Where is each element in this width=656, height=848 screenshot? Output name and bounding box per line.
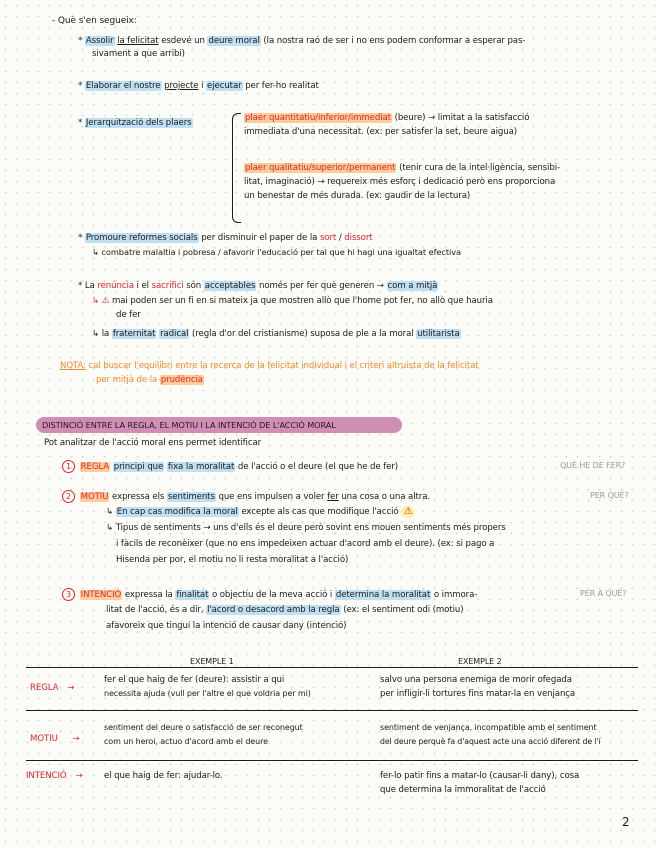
def-text: una cosa o una altra. [341,492,430,502]
def-text: En cap cas modifica la moral [116,507,238,517]
motiu-question: PER QUÈ? [590,491,629,500]
table-cell: salvo una persona enemiga de morir ofegada [380,675,572,685]
table-cell: com un heroi, actuo d'acord amb el deure [104,737,268,746]
nota-text: per mitjà de la [96,375,158,385]
def-text: sentiments [167,492,215,502]
bullet-text: radical [160,329,189,339]
table-cell: del deure perquè fa d'aquest acte una acció diferent de l'í [380,737,601,746]
bullet-text: mai poden ser un fi en si mateix ja que mostren allò que l'home pot fer, no allò que hauria [111,296,493,306]
def-text: (ex: el sentiment odi (motiu) [343,605,464,615]
bullet-text: i [201,81,204,91]
bullet-text: (la nostra raó de ser i no ens podem conformar a esperar pas- [263,36,526,46]
row-label-text: INTENCIÓ [26,771,67,781]
bullet-reformes [78,232,373,244]
warning-icon: ⚠ [401,506,415,518]
plaer-text: litat, imaginació) → requereix més esforç i dedicació però ens proporciona [244,177,556,187]
arrow-icon: → [75,771,83,781]
bullet-text: (regla d'or del cristianisme) suposa de ple a la moral [192,329,414,339]
table-cell: el que haig de fer: ajudar-lo. [104,771,223,781]
arrow-icon: → [72,734,80,744]
bullet-sub-warning [92,295,493,307]
bullet-text: Jerarquització dels plaers [85,118,192,128]
table-cell: sentiment de venjança, incompatible amb el sentiment [380,723,597,732]
bullet-mark: * [78,118,83,128]
bullet-text: i el [136,281,149,291]
def-text: excepte als cas que modifique l'acció [241,507,399,517]
def-text: o objectiu de la meva acció i [211,590,333,600]
plaer-text: (beure) → limitat a la satisfacció [394,113,530,123]
table-row-label [26,770,82,782]
number-badge: 1 [62,460,75,473]
concept-label: REGLA [80,462,110,472]
intencio-definition [62,588,477,601]
row-label-text: MOTIU [30,734,58,744]
bullet-projecte [78,80,319,92]
table-cell: per infligir-li tortures fins matar-la en venjança [380,689,576,699]
bullet-text: fraternitat [112,329,156,339]
def-text: que ens impulsen a voler [218,492,325,502]
bullet-text: com a mitjà [387,281,438,291]
def-text: afavoreix que tingui la intenció de causar dany (intenció) [106,621,347,631]
table-cell: fer-lo patir fins a matar-lo (causar-li dany), cosa [380,771,580,781]
bullet-text: sort [319,233,337,243]
bullet-text: renúncia [97,281,134,291]
intencio-question: PER A QUÈ? [580,589,627,598]
warning-icon: ↳ ⚠ [92,296,110,306]
plaer-type: plaer qualitatiu/superior/permanent [245,163,396,173]
section-intro: Pot analitzar de l'acció moral ens permet identificar [44,438,262,448]
bullet-text: / [338,233,342,243]
table-cell: sentiment del deure o satisfacció de ser reconegut [104,723,303,732]
table-rule [26,760,638,761]
regla-definition [62,460,398,473]
table-header-1: EXEMPLE 1 [190,657,234,666]
def-text: principi que [113,462,164,472]
table-row-label [30,682,74,694]
bullet-text: ↳ la [92,329,110,339]
def-text: determina la moralitat [335,590,431,600]
bullet-mark: * [78,281,83,291]
bullet-text: esdevé un [161,36,205,46]
bullet-text: projecte [164,81,199,91]
bullet-text: per disminuir el paper de la [201,233,318,243]
nota-line-2 [96,374,204,386]
page-heading: - Què s'en segueix: [52,16,137,26]
page-number: 2 [622,815,630,829]
table-row-label [30,733,80,745]
nota-text: cal buscar l'equilibri entre la recerca de la felicitat individual i el criteri altruista de la felicitat [88,361,479,371]
plaer-quantitatiu [244,112,529,124]
nota-label: NOTA: [60,361,86,371]
table-cell: necessita ajuda (vull per l'altre el que voldria per mi) [104,689,311,698]
bullet-mark: * [78,36,83,46]
plaer-text: un benestar de més durada. (ex: gaudir de la lectura) [244,191,471,201]
intencio-sub-1 [106,604,463,616]
bullet-fraternitat [92,328,461,340]
bullet-text: Assolir [85,36,114,46]
number-badge: 2 [62,490,75,503]
bullet-text: Promoure reformes socials [85,233,198,243]
concept-label: MOTIU [80,492,109,502]
bullet-text: utilitarista [417,329,460,339]
section-title: DISTINCIÓ ENTRE LA REGLA, EL MOTIU I LA INTENCIÓ DE L'ACCIÓ MORAL [42,420,336,430]
nota-line [60,360,479,372]
table-cell: fer el que haig de fer (deure): assistir a qui [104,675,285,685]
def-text: de l'acció o el deure (el que he de fer) [237,462,398,472]
plaer-text: immediata d'una necessitat. (ex: per satisfer la set, beure aigua) [244,127,518,137]
def-text: l'acord o desacord amb la regla [207,605,340,615]
arrow-icon: → [67,683,75,693]
def-text: i fàcils de reconèixer (que no ens impedeixen actuar d'acord amb el deure). (ex: si pago a [116,539,495,549]
def-text: ↳ Tipus de sentiments → uns d'ells és el deure però sovint ens mouen sentiments més propers [106,523,506,533]
nota-text: prudència [160,375,203,385]
bullet-text: són [186,281,202,291]
bullet-text: deure moral [208,36,260,46]
bullet-text: només per fer què generen → [259,281,384,291]
table-rule [26,667,638,668]
bullet-mark: * [78,81,83,91]
bullet-text: la felicitat [117,36,159,46]
curly-brace [232,113,241,223]
bullet-text: de fer [116,310,141,320]
bullet-text: La [84,281,95,291]
plaer-type: plaer quantitatiu/inferior/immediat [245,113,391,123]
motiu-definition [62,490,430,503]
concept-label: INTENCIÓ [80,590,122,600]
def-text: o immora- [433,590,478,600]
plaer-qualitatiu [244,162,560,174]
def-text: fixa la moralitat [167,462,235,472]
def-text: Hisenda per por, el motiu no li resta moralitat a l'acció) [116,555,349,565]
motiu-sub-1 [106,506,415,518]
bullet-jerarquitzacio [78,117,193,129]
regla-question: QUÈ HE DE FER? [560,461,626,470]
plaer-text: (tenir cura de la intel·ligència, sensibi- [399,163,560,173]
number-badge: 3 [62,588,75,601]
def-text: finalitat [176,590,209,600]
def-text: expressa la [124,590,173,600]
bullet-text: acceptables [204,281,256,291]
table-rule [26,710,638,711]
table-cell: que determina la immoralitat de l'acció [380,785,546,795]
bullet-subtext: ↳ combatre malaltia i pobresa / afavorir l'educació per tal que hi hagi una igualtat efectiva [92,247,462,257]
def-text: litat de l'acció, és a dir, [106,605,204,615]
row-label-text: REGLA [30,683,59,693]
table-header-2: EXEMPLE 2 [458,657,502,666]
bullet-text: dissort [344,233,373,243]
bullet-text: per fer-ho realitat [245,81,319,91]
bullet-text: ejecutar [207,81,242,91]
bullet-text: sacrifici [151,281,184,291]
def-text: ↳ [106,507,114,517]
bullet-renuncia [78,280,438,292]
bullet-text: Elaborar el nostre [85,81,161,91]
bullet-mark: * [78,233,83,243]
def-text: fer [327,492,339,502]
def-text: expressa els [112,492,165,502]
bullet-text-continued: sivament a que arribi) [92,49,185,59]
bullet-assolir [78,35,525,47]
